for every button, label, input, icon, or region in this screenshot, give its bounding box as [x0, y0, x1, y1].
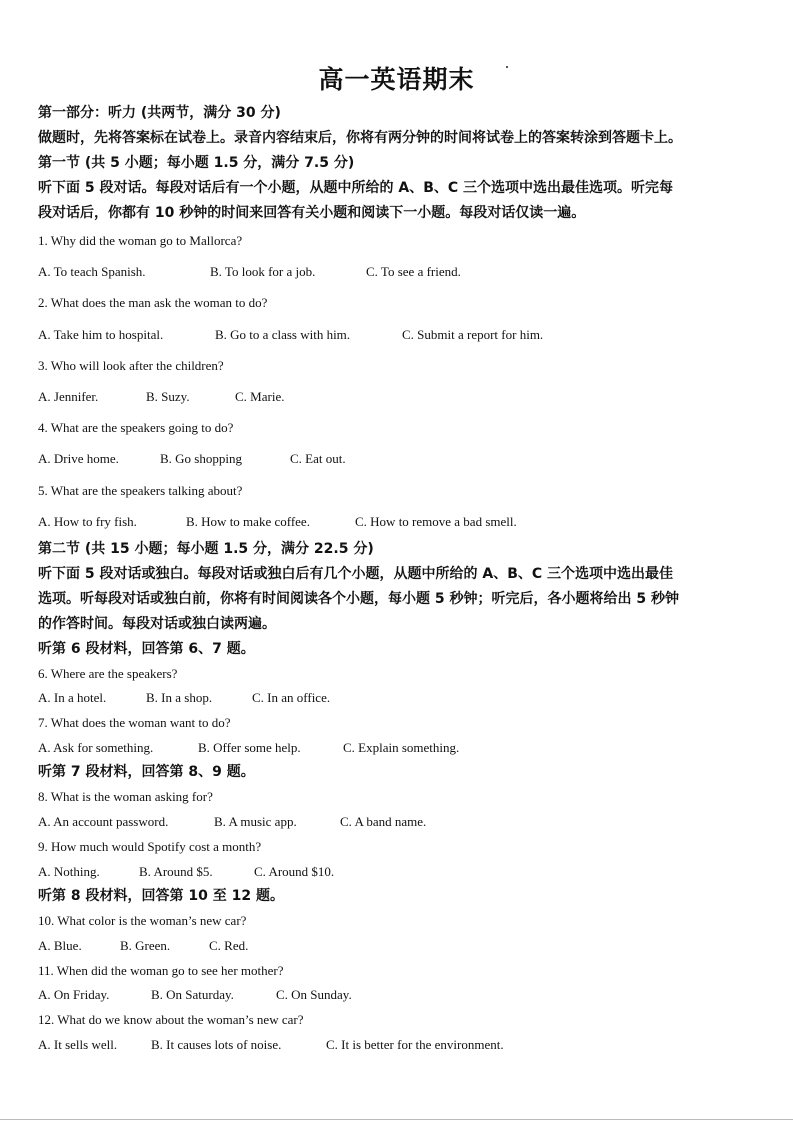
question-stem: 3. Who will look after the children? [38, 358, 224, 373]
part1-heading: 第一部分：听力 (共两节，满分 30 分) [38, 105, 281, 121]
option-a: A. Take him to hospital. [38, 327, 164, 342]
question-options [38, 690, 330, 706]
option-a: A. Jennifer. [38, 389, 99, 404]
question-stem: 2. What does the man ask the woman to do? [38, 295, 268, 310]
option-c: C. Red. [209, 938, 249, 953]
section1-directions-line: 听下面 5 段对话。每段对话后有一个小题，从题中所给的 A、B、C 三个选项中选出最佳选项。听完每 [38, 180, 674, 196]
option-a: A. To teach Spanish. [38, 264, 146, 279]
option-b: B. Go to a class with him. [215, 327, 351, 342]
option-c: C. Explain something. [343, 740, 460, 755]
option-b: B. A music app. [214, 814, 297, 829]
option-c: C. Around $10. [254, 864, 335, 879]
question-stem: 12. What do we know about the woman’s new car? [38, 1012, 304, 1027]
option-b: B. Suzy. [146, 389, 190, 404]
question-options [38, 814, 426, 830]
option-a: A. It sells well. [38, 1037, 118, 1052]
option-b: B. It causes lots of noise. [151, 1037, 282, 1052]
question-stem: 10. What color is the woman’s new car? [38, 913, 247, 928]
question-options [38, 864, 334, 880]
question-options [38, 451, 346, 467]
option-c: C. It is better for the environment. [326, 1037, 504, 1052]
option-c: C. On Sunday. [276, 987, 352, 1002]
option-b: B. Green. [120, 938, 171, 953]
question-stem: 5. What are the speakers talking about? [38, 483, 243, 498]
question-stem: 11. When did the woman go to see her mother? [38, 963, 284, 978]
section2-heading: 第二节 (共 15 小题；每小题 1.5 分，满分 22.5 分) [38, 541, 374, 557]
question-options [38, 740, 459, 756]
question-options [38, 264, 461, 280]
section2-directions-line: 听下面 5 段对话或独白。每段对话或独白后有几个小题，从题中所给的 A、B、C 三个选项中选出最佳 [38, 566, 674, 582]
question-options [38, 987, 352, 1003]
option-b: B. On Saturday. [151, 987, 234, 1002]
option-a: A. On Friday. [38, 987, 110, 1002]
question-stem: 8. What is the woman asking for? [38, 789, 213, 804]
section2-directions-line: 选项。听每段对话或独白前，你将有时间阅读各个小题，每小题 5 秒钟；听完后，各小题将给出 5 秒钟 [38, 591, 679, 607]
option-c: C. How to remove a bad smell. [355, 514, 517, 529]
option-c: C. To see a friend. [366, 264, 461, 279]
option-a: A. Blue. [38, 938, 82, 953]
material-heading-7: 听第 7 段材料，回答第 8、9 题。 [38, 764, 255, 780]
option-b: B. Go shopping [160, 451, 242, 466]
section2-directions-line: 的作答时间。每段对话或独白读两遍。 [38, 616, 276, 632]
question-stem: 1. Why did the woman go to Mallorca? [38, 233, 243, 248]
question-options [38, 389, 284, 405]
page-bottom-rule [0, 1119, 793, 1120]
material-heading-6: 听第 6 段材料，回答第 6、7 题。 [38, 641, 255, 657]
instruction-text: 做题时，先将答案标在试卷上。录音内容结束后，你将有两分钟的时间将试卷上的答案转涂到答题卡上。 [38, 130, 682, 146]
option-c: C. A band name. [340, 814, 427, 829]
page-title: 高一英语期末 [318, 65, 475, 94]
question-stem: 4. What are the speakers going to do? [38, 420, 234, 435]
stray-dot [506, 66, 508, 68]
option-c: C. In an office. [252, 690, 331, 705]
question-stem: 9. How much would Spotify cost a month? [38, 839, 262, 854]
question-stem: 7. What does the woman want to do? [38, 715, 231, 730]
question-options [38, 938, 248, 954]
option-a: A. How to fry fish. [38, 514, 137, 529]
question-options [38, 514, 517, 530]
option-b: B. Offer some help. [198, 740, 301, 755]
option-a: A. Drive home. [38, 451, 119, 466]
section1-heading: 第一节 (共 5 小题；每小题 1.5 分，满分 7.5 分) [38, 155, 355, 171]
section1-directions-line: 段对话后，你都有 10 秒钟的时间来回答有关小题和阅读下一小题。每段对话仅读一遍。 [38, 205, 586, 221]
option-b: B. How to make coffee. [186, 514, 310, 529]
option-a: A. In a hotel. [38, 690, 107, 705]
option-b: B. To look for a job. [210, 264, 316, 279]
material-heading-8: 听第 8 段材料，回答第 10 至 12 题。 [38, 888, 284, 904]
option-c: C. Marie. [235, 389, 285, 404]
question-options [38, 1037, 504, 1053]
option-c: C. Submit a report for him. [402, 327, 544, 342]
option-a: A. Nothing. [38, 864, 100, 879]
option-a: A. An account password. [38, 814, 169, 829]
question-options [38, 327, 543, 343]
option-a: A. Ask for something. [38, 740, 154, 755]
option-c: C. Eat out. [290, 451, 346, 466]
option-b: B. Around $5. [139, 864, 213, 879]
option-b: B. In a shop. [146, 690, 213, 705]
question-stem: 6. Where are the speakers? [38, 666, 178, 681]
